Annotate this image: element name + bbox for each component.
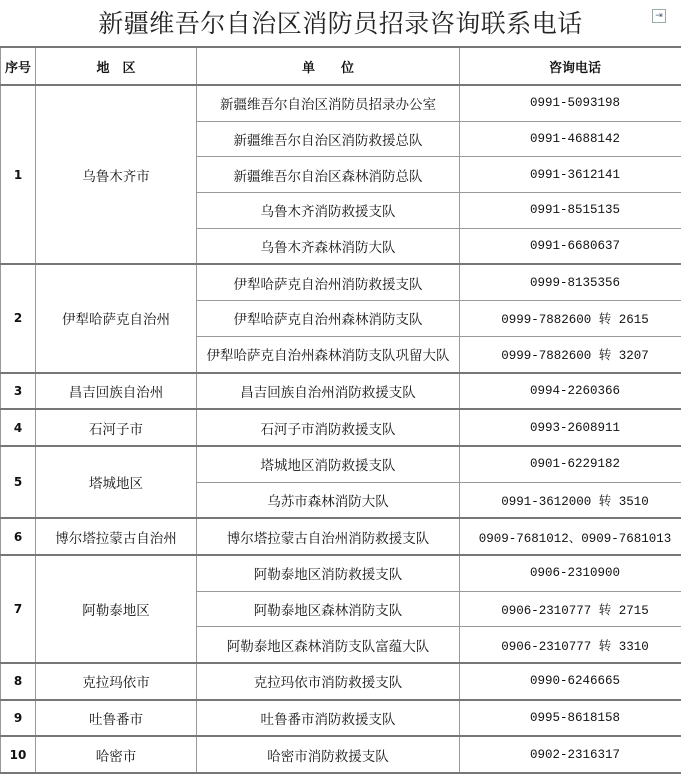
unit-cell: 克拉玛依市消防救援支队 (197, 663, 460, 700)
region-cell: 昌吉回族自治州 (36, 373, 197, 410)
header-region: 地 区 (36, 47, 197, 85)
phone-cell: 0990-6246665 (460, 663, 681, 700)
phone-cell: 0909-7681012、0909-7681013 (460, 518, 681, 555)
header-phone: 咨询电话 (460, 47, 681, 85)
phone-cell: 0991-3612141 (460, 157, 681, 193)
phone-cell: 0906-2310777 转 2715 (460, 591, 681, 627)
row-index: 5 (1, 446, 36, 518)
table-row (1, 85, 681, 121)
unit-cell: 乌鲁木齐森林消防大队 (197, 228, 460, 264)
region-cell: 石河子市 (36, 409, 197, 446)
region-cell: 吐鲁番市 (36, 700, 197, 737)
unit-cell: 阿勒泰地区森林消防支队 (197, 591, 460, 627)
unit-cell: 石河子市消防救援支队 (197, 409, 460, 446)
phone-cell: 0999-8135356 (460, 264, 681, 300)
row-index: 4 (1, 409, 36, 446)
unit-cell: 伊犁哈萨克自治州森林消防支队巩留大队 (197, 336, 460, 372)
region-cell: 哈密市 (36, 736, 197, 773)
table-row (1, 409, 681, 446)
unit-cell: 吐鲁番市消防救援支队 (197, 700, 460, 737)
phone-cell: 0999-7882600 转 2615 (460, 301, 681, 337)
row-index: 8 (1, 663, 36, 700)
phone-cell: 0991-4688142 (460, 121, 681, 157)
unit-cell: 阿勒泰地区消防救援支队 (197, 555, 460, 591)
row-index: 1 (1, 85, 36, 264)
row-index: 9 (1, 700, 36, 737)
row-index: 6 (1, 518, 36, 555)
unit-cell: 哈密市消防救援支队 (197, 736, 460, 773)
row-index: 7 (1, 555, 36, 663)
table-row (1, 555, 681, 591)
unit-cell: 阿勒泰地区森林消防支队富蕴大队 (197, 627, 460, 663)
unit-cell: 博尔塔拉蒙古自治州消防救援支队 (197, 518, 460, 555)
row-index: 10 (1, 736, 36, 773)
table-row (1, 700, 681, 737)
unit-cell: 乌鲁木齐消防救援支队 (197, 193, 460, 229)
phone-cell: 0902-2316317 (460, 736, 681, 773)
table-row (1, 373, 681, 410)
table-row (1, 663, 681, 700)
region-cell: 塔城地区 (36, 446, 197, 518)
unit-cell: 塔城地区消防救援支队 (197, 446, 460, 482)
contact-table (0, 46, 681, 774)
region-cell: 克拉玛依市 (36, 663, 197, 700)
unit-cell: 昌吉回族自治州消防救援支队 (197, 373, 460, 410)
region-cell: 阿勒泰地区 (36, 555, 197, 663)
unit-cell: 新疆维吾尔自治区消防员招录办公室 (197, 85, 460, 121)
page-title: 新疆维吾尔自治区消防员招录咨询联系电话 (0, 4, 681, 40)
unit-cell: 伊犁哈萨克自治州消防救援支队 (197, 264, 460, 300)
phone-cell: 0901-6229182 (460, 446, 681, 482)
header-index: 序号 (1, 47, 36, 85)
row-index: 2 (1, 264, 36, 372)
phone-cell: 0999-7882600 转 3207 (460, 336, 681, 372)
phone-cell: 0991-6680637 (460, 228, 681, 264)
region-cell: 乌鲁木齐市 (36, 85, 197, 264)
unit-cell: 乌苏市森林消防大队 (197, 482, 460, 518)
header-unit: 单 位 (197, 47, 460, 85)
unit-cell: 伊犁哈萨克自治州森林消防支队 (197, 301, 460, 337)
phone-cell: 0994-2260366 (460, 373, 681, 410)
table-row (1, 518, 681, 555)
phone-cell: 0906-2310900 (460, 555, 681, 591)
phone-cell: 0991-3612000 转 3510 (460, 482, 681, 518)
exit-icon[interactable]: ⇥ (652, 9, 666, 23)
region-cell: 伊犁哈萨克自治州 (36, 264, 197, 372)
table-row (1, 264, 681, 300)
table-row (1, 736, 681, 773)
table-header-row (1, 47, 681, 85)
phone-cell: 0991-8515135 (460, 193, 681, 229)
unit-cell: 新疆维吾尔自治区消防救援总队 (197, 121, 460, 157)
phone-cell: 0993-2608911 (460, 409, 681, 446)
phone-cell: 0991-5093198 (460, 85, 681, 121)
phone-cell: 0906-2310777 转 3310 (460, 627, 681, 663)
phone-cell: 0995-8618158 (460, 700, 681, 737)
row-index: 3 (1, 373, 36, 410)
unit-cell: 新疆维吾尔自治区森林消防总队 (197, 157, 460, 193)
table-row (1, 446, 681, 482)
region-cell: 博尔塔拉蒙古自治州 (36, 518, 197, 555)
